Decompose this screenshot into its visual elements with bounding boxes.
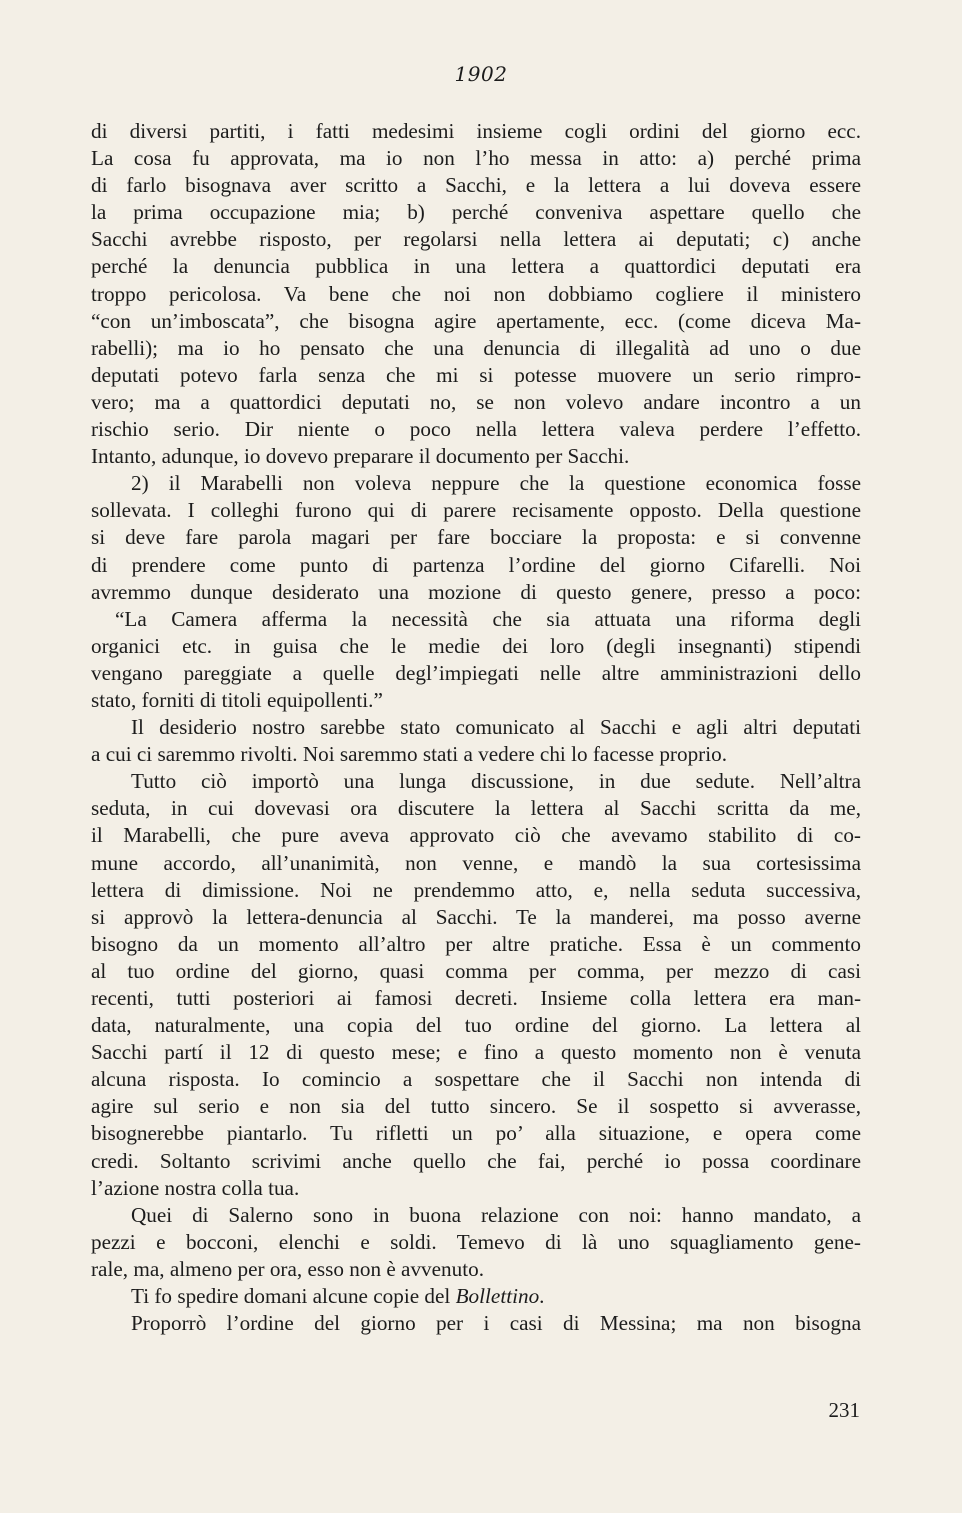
- text-line: alcuna risposta. Io comincio a sospettare che il Sacchi non intenda di: [91, 1067, 861, 1092]
- text-line: si deve fare parola magari per fare bocciare la proposta: e si convenne: [91, 525, 861, 550]
- body-text: [91, 118, 861, 1337]
- text-line: Il desiderio nostro sarebbe stato comunicato al Sacchi e agli altri deputati: [131, 715, 861, 740]
- text-line: recenti, tutti posteriori ai famosi decreti. Insieme colla lettera era man-: [91, 986, 861, 1010]
- text-line: perché la denuncia pubblica in una lettera a quattordici deputati era: [91, 254, 861, 279]
- text-line: vero; ma a quattordici deputati no, se non volevo andare incontro a un: [91, 389, 861, 414]
- text-line: seduta, in cui dovevasi ora discutere la lettera al Sacchi scritta da me,: [91, 796, 861, 821]
- text-line: agire sul serio e non sia del tutto sincero. Se il sospetto si avverasse,: [91, 1094, 861, 1119]
- text-line: rale, ma, almeno per ora, esso non è avvenuto.: [91, 1256, 485, 1281]
- text-line: [91, 1283, 861, 1310]
- text-line: l’azione nostra colla tua.: [91, 1175, 300, 1200]
- text-line: Proporrò l’ordine del giorno per i casi di Messina; ma non bisogna: [131, 1311, 861, 1336]
- text-line: 2) il Marabelli non voleva neppure che la questione economica fosse: [131, 471, 861, 496]
- text-line: data, naturalmente, una copia del tuo ordine del giorno. La lettera al: [91, 1013, 861, 1038]
- text-line: lettera di dimissione. Noi ne prendemmo atto, e, nella seduta successiva,: [91, 877, 861, 902]
- page-number: 231: [828, 1398, 860, 1422]
- publication-title: Bollettino: [455, 1284, 540, 1309]
- text-line: bisogno da un momento all’altro per altre pratiche. Essa è un commento: [91, 931, 861, 956]
- text-line: il Marabelli, che pure aveva approvato ciò che avevamo stabilito di co-: [91, 823, 861, 848]
- text-line: Sacchi avrebbe risposto, per regolarsi nella lettera ai deputati; c) anche: [91, 227, 861, 252]
- text-line: pezzi e bocconi, elenchi e soldi. Temevo di là uno squagliamento gene-: [91, 1229, 861, 1254]
- text-line: La cosa fu approvata, ma io non l’ho messa in atto: a) perché prima: [91, 146, 861, 171]
- text-line: di farlo bisognava aver scritto a Sacchi, e la lettera a lui doveva essere: [91, 173, 861, 198]
- text-line: di diversi partiti, i fatti medesimi insieme cogli ordini del giorno ecc.: [91, 119, 861, 143]
- text-line: Quei di Salerno sono in buona relazione con noi: hanno mandato, a: [131, 1202, 861, 1227]
- text-line: Intanto, adunque, io dovevo preparare il documento per Sacchi.: [91, 444, 630, 469]
- text-line: sollevata. I colleghi furono qui di parere recisamente opposto. Della questione: [91, 498, 861, 523]
- text-line: bisognerebbe piantarlo. Tu rifletti un po’ alla situazione, e opera come: [91, 1121, 861, 1146]
- text-line: “con un’imboscata”, che bisogna agire apertamente, ecc. (come diceva Ma-: [91, 308, 861, 333]
- quote-line: “La Camera afferma la necessità che sia attuata una riforma degli: [115, 606, 861, 631]
- text-line: rischio serio. Dir niente o poco nella lettera valeva perdere l’effetto.: [91, 417, 861, 442]
- text-line: deputati potevo farla senza che mi si potesse muovere un serio rimpro-: [91, 362, 861, 387]
- text-line: a cui ci saremmo rivolti. Noi saremmo stati a vedere chi lo facesse proprio.: [91, 742, 727, 767]
- text-line: troppo pericolosa. Va bene che noi non dobbiamo cogliere il ministero: [91, 281, 861, 306]
- text-line: Sacchi partí il 12 di questo mese; e fino a questo momento non è venuta: [91, 1040, 861, 1065]
- text-line: la prima occupazione mia; b) perché conveniva aspettare quello che: [91, 200, 861, 225]
- text-line: al tuo ordine del giorno, quasi comma per comma, per mezzo di casi: [91, 958, 861, 983]
- text-line: Tutto ciò importò una lunga discussione, in due sedute. Nell’altra: [131, 769, 861, 794]
- text-run: Ti fo spedire domani alcune copie del: [131, 1284, 456, 1309]
- quote-line: stato, forniti di titoli equipollenti.”: [91, 687, 383, 712]
- text-run: .: [539, 1284, 545, 1309]
- text-line: si approvò la lettera-denuncia al Sacchi. Te la manderei, ma posso averne: [91, 904, 861, 929]
- text-line: avremmo dunque desiderato una mozione di questo genere, presso a poco:: [91, 579, 861, 604]
- text-line: rabelli); ma io ho pensato che una denuncia di illegalità ad uno o due: [91, 335, 861, 360]
- running-head: 1902: [454, 62, 508, 86]
- quote-line: organici etc. in guisa che le medie dei loro (degli insegnanti) stipendi: [91, 633, 861, 658]
- text-line: credi. Soltanto scrivimi anche quello che fai, perché io possa coordinare: [91, 1148, 861, 1173]
- quote-line: vengano pareggiate a quelle degl’impiegati nelle altre amministrazioni dello: [91, 660, 861, 685]
- text-line: di prendere come punto di partenza l’ordine del giorno Cifarelli. Noi: [91, 552, 861, 577]
- text-line: mune accordo, all’unanimità, non venne, e mandò la sua cortesissima: [91, 850, 861, 875]
